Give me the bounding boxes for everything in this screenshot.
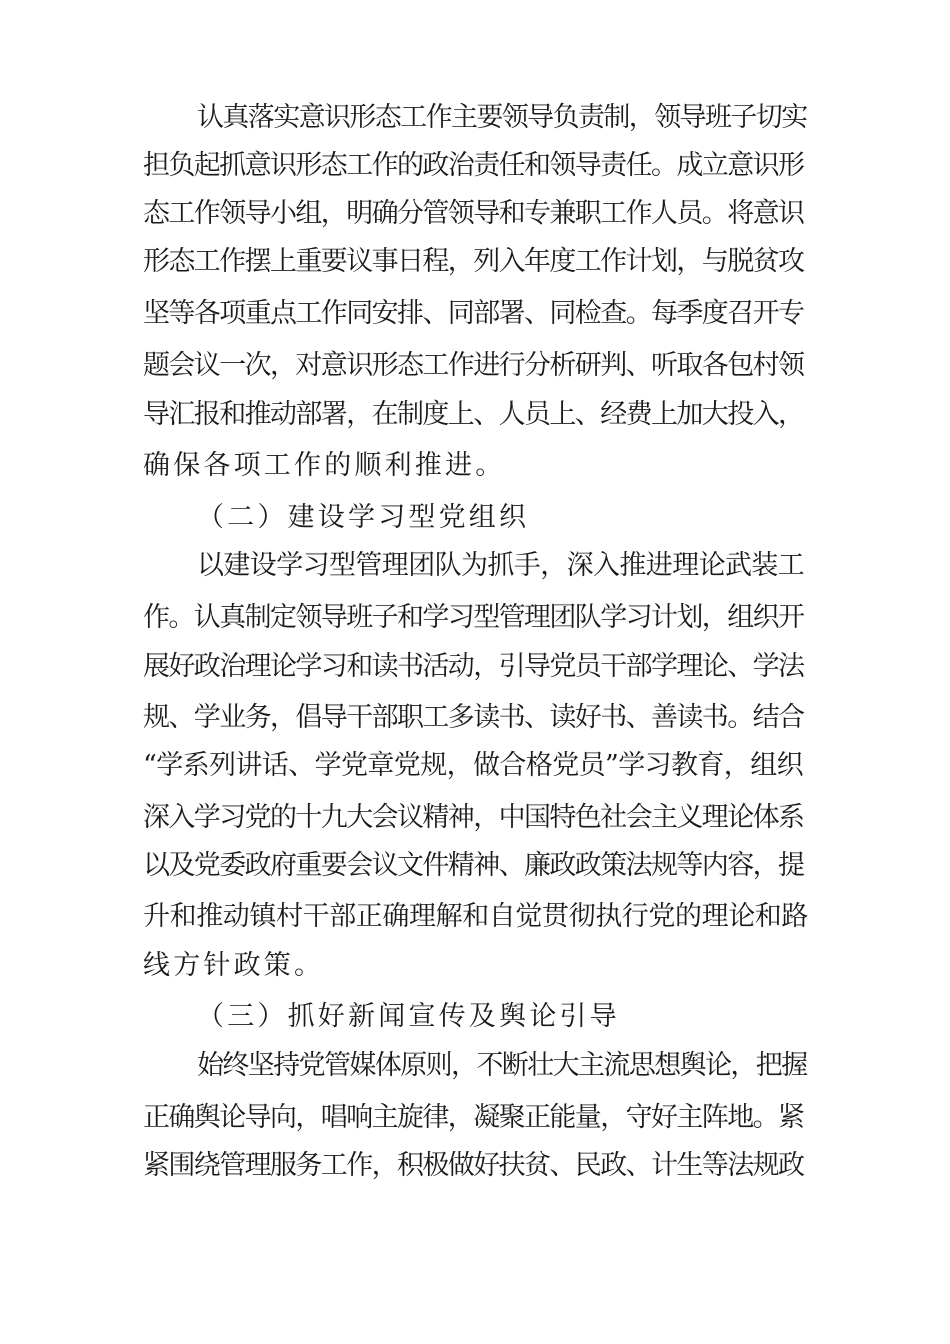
paragraph-line: “学系列讲话、学党章党规，做合格党员”学习教育，组织 bbox=[143, 750, 804, 781]
paragraph-line: 坚等各项重点工作同安排、同部署、同检查。每季度召开专 bbox=[143, 298, 804, 329]
paragraph-line: 以建设学习型管理团队为抓手，深入推进理论武装工 bbox=[197, 550, 805, 581]
paragraph-line: 始终坚持党管媒体原则，不断壮大主流思想舆论，把握 bbox=[197, 1050, 807, 1081]
paragraph-line: 态工作领导小组，明确分管领导和专兼职工作人员。将意识 bbox=[143, 198, 804, 229]
paragraph-line: 认真落实意识形态工作主要领导负责制，领导班子切实 bbox=[197, 102, 807, 133]
paragraph-line: 确保各项工作的顺利推进。 bbox=[143, 450, 506, 481]
section-heading: （三）抓好新闻宣传及舆论引导 bbox=[197, 1001, 620, 1032]
paragraph-line: 升和推动镇村干部正确理解和自觉贯彻执行党的理论和路 bbox=[143, 901, 808, 932]
paragraph-line: 线方针政策。 bbox=[143, 950, 325, 981]
paragraph-line: 题会议一次，对意识形态工作进行分析研判、听取各包村领 bbox=[143, 350, 804, 381]
paragraph-line: 担负起抓意识形态工作的政治责任和领导责任。成立意识形 bbox=[143, 150, 804, 181]
paragraph-line: 正确舆论导向，唱响主旋律，凝聚正能量，守好主阵地。紧 bbox=[143, 1102, 804, 1133]
paragraph-line: 深入学习党的十九大会议精神，中国特色社会主义理论体系 bbox=[143, 802, 804, 833]
paragraph-line: 规、学业务，倡导干部职工多读书、读好书、善读书。结合 bbox=[143, 702, 804, 733]
paragraph-line: 展好政治理论学习和读书活动，引导党员干部学理论、学法 bbox=[143, 651, 804, 682]
paragraph-line: 导汇报和推动部署，在制度上、人员上、经费上加大投入， bbox=[143, 399, 804, 430]
paragraph-line: 以及党委政府重要会议文件精神、廉政政策法规等内容，提 bbox=[143, 850, 804, 881]
paragraph-line: 作。认真制定领导班子和学习型管理团队学习计划，组织开 bbox=[143, 602, 804, 633]
paragraph-line: 形态工作摆上重要议事日程，列入年度工作计划，与脱贫攻 bbox=[143, 246, 804, 277]
paragraph-line: 紧围绕管理服务工作，积极做好扶贫、民政、计生等法规政 bbox=[143, 1150, 804, 1181]
section-heading: （二）建设学习型党组织 bbox=[197, 502, 530, 533]
